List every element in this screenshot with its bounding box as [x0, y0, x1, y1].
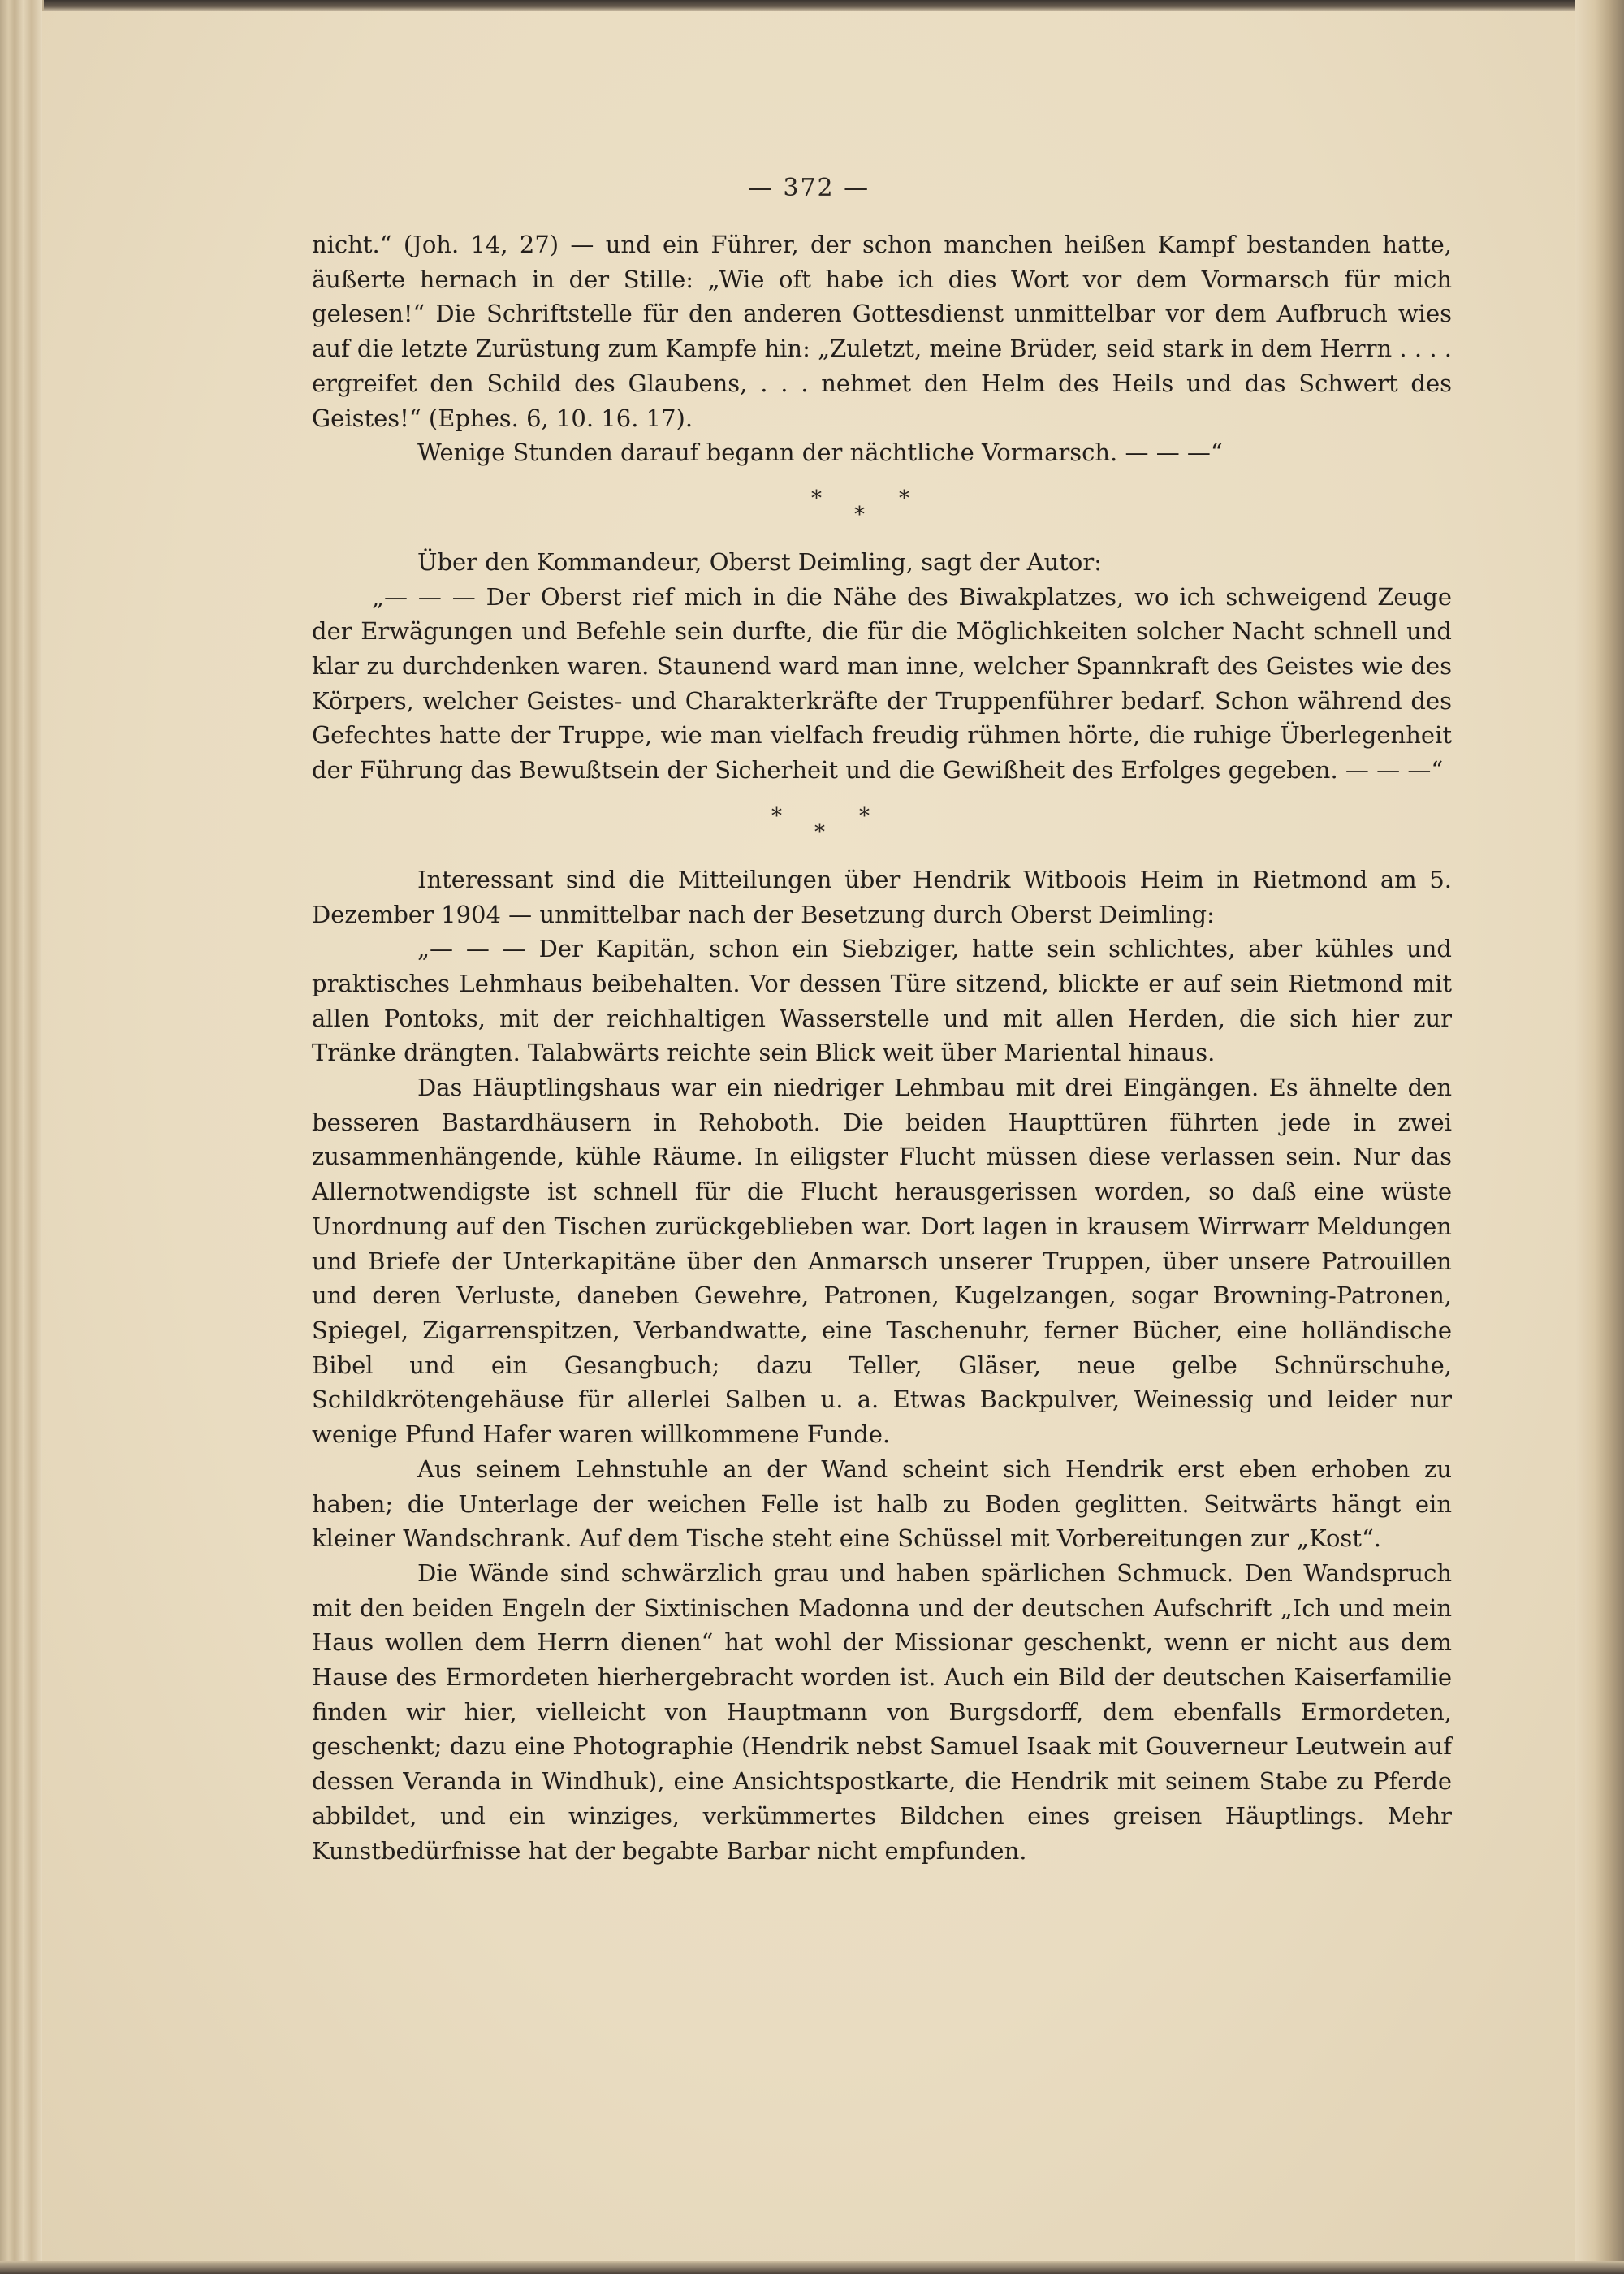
paragraph-2: Wenige Stunden darauf begann der nächtliche Vormarsch. — — —“ [417, 439, 1223, 467]
paragraph-5: Interessant sind die Mitteilungen über Hendrik Witboois Heim in Rietmond am 5. Dezember 1904 — unmittelbar nach der Besetzung durch Oberst Deimling: [312, 865, 1452, 928]
body-text [312, 227, 1452, 1868]
asterisk: * [859, 803, 870, 828]
paragraph-4: „— — — Der Oberst rief mich in die Nähe des Biwakplatzes, wo ich schweigend Zeuge der Erwägungen und Befehle sein durfte, die für die Möglichkeiten solcher Nacht schnell und klar zu durchdenken waren. Staunend ward man inne, welcher Spannkraft des Geistes wie des Körpers, welcher Geistes- und Charakterkräfte der Truppenführer bedarf. Schon während des Gefechtes hatte der Truppe, wie man vielfach freudig rühmen hörte, die ruhige Überlegenheit der Führung das Bewußtsein der Sicherheit und die Gewißheit des Erfolges gegeben. — — —“ [312, 582, 1452, 785]
paragraph-8: Aus seinem Lehnstuhle an der Wand scheint sich Hendrik erst eben erhoben zu haben; die Unterlage der weichen Felle ist halb zu Boden geglitten. Seitwärts hängt ein kleiner Wandschrank. Auf dem Tische steht eine Schüssel mit Vorbereitungen zur „Kost“. [312, 1455, 1452, 1553]
paragraph-7: Das Häuptlingshaus war ein niedriger Lehmbau mit drei Eingängen. Es ähnelte den besseren Bastardhäusern in Rehoboth. Die beiden Haupttüren führten jede in zwei zusammenhängende, kühle Räume. In eiligster Flucht müssen diese verlassen sein. Nur das Allernotwendigste ist schnell für die Flucht herausgerissen worden, so daß eine wüste Unordnung auf den Tischen zurückgeblieben war. Dort lagen in krausem Wirrwarr Meldungen und Briefe der Unterkapitäne über den Anmarsch unserer Truppen, über unsere Patrouillen und deren Verluste, daneben Gewehre, Patronen, Kugelzangen, sogar Browning-Patronen, Spiegel, Zigarrenspitzen, Verbandwatte, eine Taschenuhr, ferner Bücher, eine holländische Bibel und ein Gesangbuch; dazu Teller, Gläser, neue gelbe Schnürschuhe, Schildkrötengehäuse für allerlei Salben u. a. Etwas Backpulver, Weinessig und leider nur wenige Pfund Hafer waren willkommene Funde. [312, 1074, 1452, 1449]
asterisk: * [899, 486, 909, 511]
scan-bottom-edge [0, 2261, 1624, 2274]
paragraph-3: Über den Kommandeur, Oberst Deimling, sagt der Autor: [417, 547, 1103, 576]
page-sheet [42, 11, 1575, 2261]
paragraph-9: Die Wände sind schwärzlich grau und haben spärlichen Schmuck. Den Wandspruch mit den beiden Engeln der Sixtinischen Madonna und der deutschen Aufschrift „Ich und mein Haus wollen dem Herrn dienen“ hat wohl der Missionar geschenkt, wenn er nicht aus dem Hause des Ermordeten hierhergebracht worden ist. Auch ein Bild der deutschen Kaiserfamilie finden wir hier, vielleicht von Hauptmann von Burgsdorff, dem ebenfalls Ermordeten, geschenkt; dazu eine Photographie (Hendrik nebst Samuel Isaak mit Gouverneur Leutwein auf dessen Veranda in Windhuk), eine Ansichtspostkarte, die Hendrik mit seinem Stabe zu Pferde abbildet, und ein winziges, verkümmertes Bildchen eines greisen Häuptlings. Mehr Kunstbedürfnisse hat der begabte Barbar nicht empfunden. [312, 1559, 1452, 1865]
asterisk: * [771, 803, 782, 828]
book-gutter-shadow [1575, 0, 1624, 2274]
paragraph-6: „— — — Der Kapitän, schon ein Siebziger, hatte sein schlichtes, aber kühles und praktisches Lehmhaus beibehalten. Vor dessen Türe sitzend, blickte er auf sein Rietmond mit allen Pontoks, mit der reichhaltigen Wasserstelle und mit allen Herden, die sich hier zur Tränke drängten. Talabwärts reichte sein Blick weit über Mariental hinaus. [312, 935, 1452, 1067]
asterisk: * [814, 819, 825, 845]
asterisk: * [854, 502, 865, 527]
scan-top-edge [0, 0, 1624, 11]
asterisk: * [811, 486, 822, 511]
page-number: — 372 — [747, 174, 870, 202]
section-divider-1 [312, 473, 1452, 535]
paragraph-1: nicht.“ (Joh. 14, 27) — und ein Führer, der schon manchen heißen Kampf bestanden hatte, äußerte hernach in der Stille: „Wie oft habe ich dies Wort vor dem Vormarsch für mich gelesen!“ Die Schriftstelle für den anderen Gottesdienst unmittelbar vor dem Aufbruch wies auf die letzte Zurüstung zum Kampfe hin: „Zuletzt, meine Brüder, seid stark in dem Herrn . . . . ergreifet den Schild des Glaubens, . . . nehmet den Helm des Heils und das Schwert des Geistes!“ (Ephes. 6, 10. 16. 17). [312, 231, 1452, 432]
book-page-stack-edge [0, 0, 44, 2274]
section-divider-2 [312, 791, 1452, 853]
